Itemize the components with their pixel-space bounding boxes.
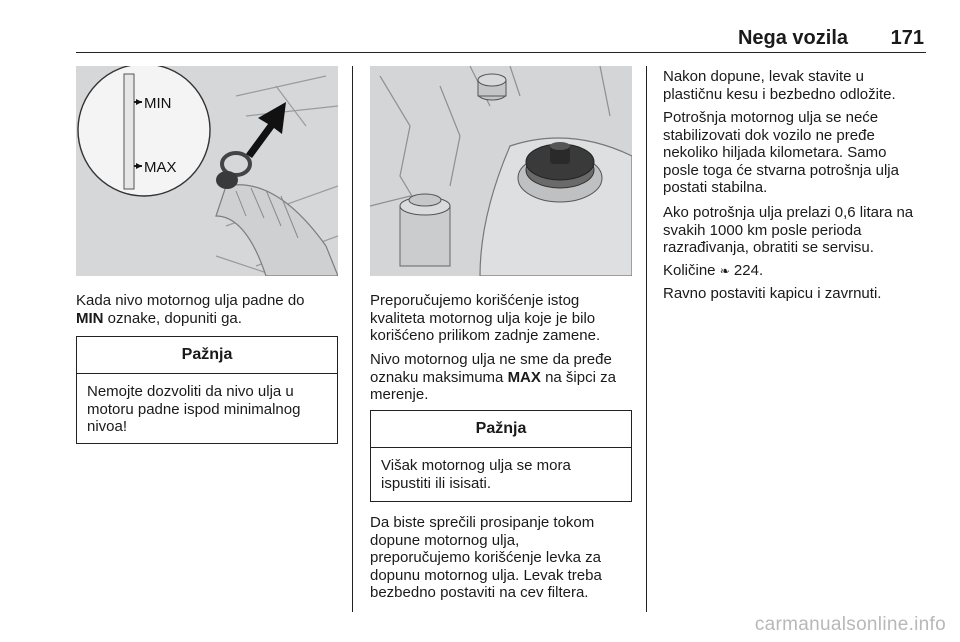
page-number: 171: [890, 27, 924, 49]
oil-cap-figure: [370, 66, 632, 276]
caution-text: Nemojte dozvoliti da nivo ulja u motoru padne ispod minimalnog nivoa!: [87, 383, 301, 435]
min-level-instruction: [76, 292, 344, 327]
funnel-paragraph: Da biste sprečili prosipanje tokom dopune motornog ulja, preporučujemo korišćenje levka za dopunu motornog ulja. Levak treba bezbedno postaviti na cev filtera.: [370, 514, 602, 601]
quantities-reference: Količine ❧ 224.: [663, 262, 764, 279]
watermark: carmanualsonline.info: [754, 614, 946, 635]
min-keyword: MIN: [76, 309, 104, 327]
column-divider-left: [352, 66, 353, 612]
caution-box-2: [370, 410, 632, 502]
max-mark-label: MAX: [144, 159, 177, 176]
dipstick-figure: [76, 66, 338, 276]
min-mark-label: MIN: [144, 95, 172, 112]
oil-consumption-paragraph: Potrošnja motornog ulja se neće stabilizovati dok vozilo ne pređe nekoliko hiljada kilometara. Samo posle toga će stvarna potrošnja ulja postati stabilna.: [663, 109, 899, 196]
cap-instruction: Ravno postaviti kapicu i zavrnuti.: [663, 285, 882, 302]
caution-text: Višak motornog ulja se mora ispustiti ili isisati.: [381, 457, 571, 492]
instruction-line-2-end: oznake, dopuniti ga.: [103, 309, 242, 327]
reference-page-link[interactable]: 224.: [729, 262, 764, 279]
page-header: [76, 26, 926, 53]
oil-quality-paragraph: Preporučujemo korišćenje istog kvaliteta motornog ulja koje je bilo korišćeno prilikom zadnje zamene.: [370, 292, 601, 344]
section-title: Nega vozila: [737, 27, 848, 49]
max-keyword: MAX: [507, 368, 541, 386]
page-reference-icon[interactable]: ❧: [719, 264, 730, 278]
max-level-paragraph: Nivo motornog ulja ne sme da pređe oznaku maksimuma MAX na šipci za merenje.: [370, 351, 616, 403]
oil-cap-illustration: [370, 66, 632, 276]
column-divider-right: [646, 66, 647, 612]
service-paragraph: Ako potrošnja ulja prelazi 0,6 litara na svakih 1000 km posle perioda razrađivanja, obratiti se servisu.: [663, 204, 914, 256]
caution-title: Pažnja: [371, 411, 631, 448]
after-refill-paragraph: Nakon dopune, levak stavite u plastičnu kesu i bezbedno odložite.: [663, 68, 896, 103]
caution-title: Pažnja: [77, 337, 337, 374]
caution-box-1: [76, 336, 338, 444]
dipstick-illustration: [76, 66, 338, 276]
instruction-line-1: Kada nivo motornog ulja padne do: [76, 292, 305, 309]
